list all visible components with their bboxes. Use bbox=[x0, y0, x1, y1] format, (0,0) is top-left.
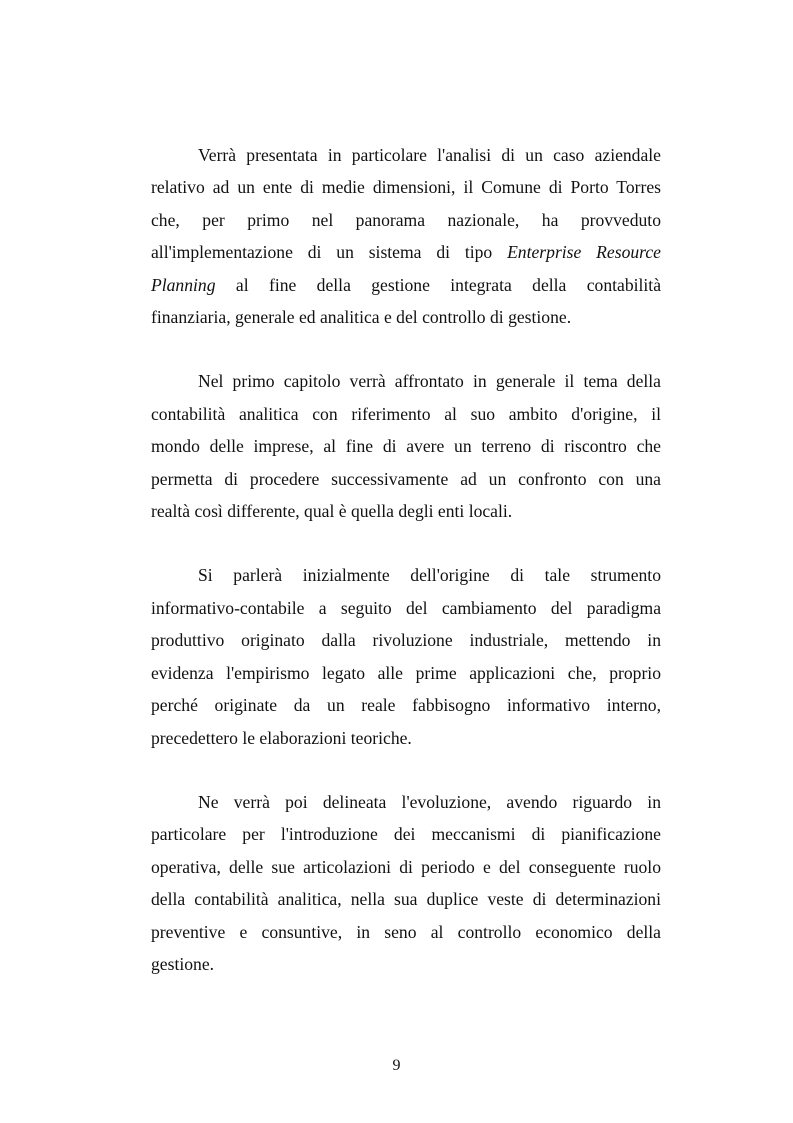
text-line: mondo delle imprese, al fine di avere un terreno di riscontro che bbox=[151, 436, 661, 457]
text-line: realtà così differente, qual è quella degli enti locali. bbox=[151, 501, 513, 522]
paragraph-3 bbox=[151, 559, 661, 753]
text-line: relativo ad un ente di medie dimensioni, il Comune di Porto Torres bbox=[151, 177, 661, 198]
text-segment: al fine della gestione integrata della contabilità bbox=[215, 274, 661, 295]
italic-term: Planning bbox=[151, 274, 216, 295]
text-line: particolare per l'introduzione dei meccanismi di pianificazione bbox=[151, 824, 661, 845]
text-line bbox=[151, 269, 661, 301]
text-line: produttivo originato dalla rivoluzione industriale, mettendo in bbox=[151, 630, 661, 651]
paragraph-1 bbox=[151, 139, 661, 333]
text-line: gestione. bbox=[151, 953, 215, 974]
text-line: precedettero le elaborazioni teoriche. bbox=[151, 727, 412, 748]
text-line: della contabilità analitica, nella sua duplice veste di determinazioni bbox=[151, 889, 661, 910]
text-line: Nel primo capitolo verrà affrontato in generale il tema della bbox=[198, 371, 661, 392]
page-number: 9 bbox=[392, 1057, 401, 1074]
text-line: contabilità analitica con riferimento al suo ambito d'origine, il bbox=[151, 403, 661, 424]
text-line bbox=[151, 236, 661, 268]
text-line: Verrà presentata in particolare l'analisi di un caso aziendale bbox=[198, 145, 661, 165]
text-line: preventive e consuntive, in seno al controllo economico della bbox=[151, 921, 661, 942]
paragraph-2 bbox=[151, 365, 661, 527]
text-line: Si parlerà inizialmente dell'origine di tale strumento bbox=[198, 565, 661, 586]
body-text bbox=[151, 139, 661, 1012]
text-line: che, per primo nel panorama nazionale, ha provveduto bbox=[151, 209, 661, 230]
text-line: informativo-contabile a seguito del cambiamento del paradigma bbox=[151, 597, 661, 618]
paragraph-4 bbox=[151, 786, 661, 980]
text-line: permetta di procedere successivamente ad un confronto con una bbox=[151, 468, 661, 489]
text-line: Ne verrà poi delineata l'evoluzione, avendo riguardo in bbox=[198, 791, 661, 812]
text-line: finanziaria, generale ed analitica e del controllo di gestione. bbox=[151, 307, 572, 328]
italic-term: Enterprise Resource bbox=[507, 242, 661, 263]
text-line: operativa, delle sue articolazioni di periodo e del conseguente ruolo bbox=[151, 856, 661, 877]
text-line: evidenza l'empirismo legato alle prime applicazioni che, proprio bbox=[151, 662, 661, 683]
text-segment: all'implementazione di un sistema di tipo bbox=[151, 242, 508, 263]
text-line: perché originate da un reale fabbisogno informativo interno, bbox=[151, 695, 661, 716]
